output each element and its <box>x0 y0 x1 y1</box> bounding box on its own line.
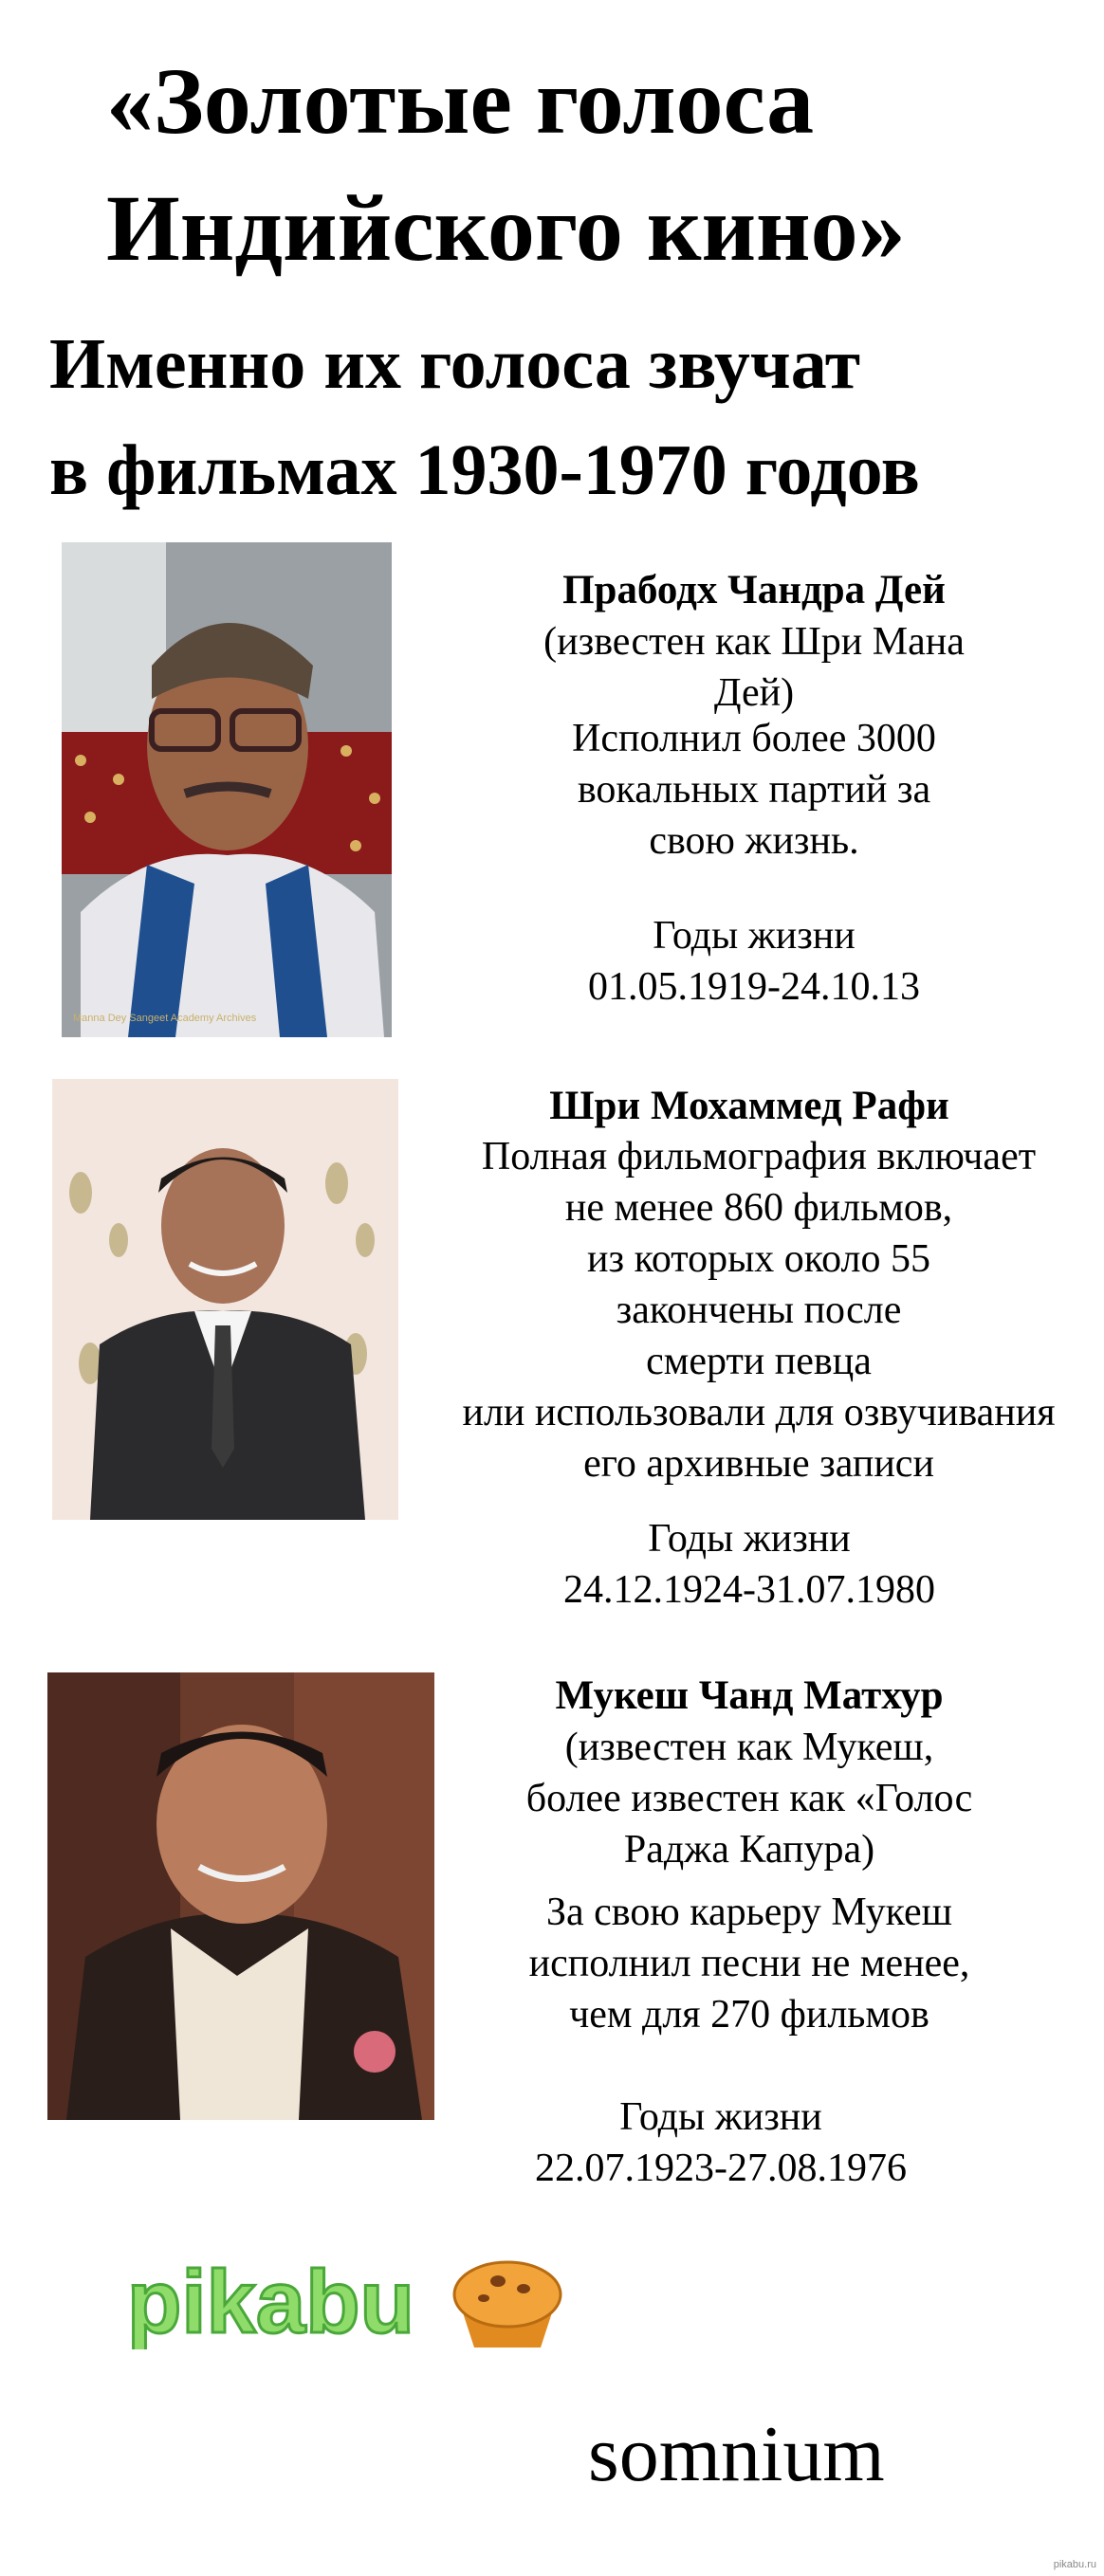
singer-2-description: Полная фильмография включает не менее 860 фильмов, из которых около 55 закончены после смерти певца или использовали для озвучивания его архивные записи <box>462 1135 1056 1486</box>
singer-1-alias: (известен как Шри Мана Дей) <box>543 620 965 715</box>
singer-2-years-label: Годы жизни <box>648 1517 851 1561</box>
singer-3-years: 22.07.1923-27.08.1976 <box>535 2147 907 2190</box>
photo-caption: Manna Dey Sangeet Academy Archives <box>73 1013 257 1024</box>
signature: somnium <box>588 2410 885 2498</box>
muffin-icon <box>454 2262 561 2348</box>
singer-3-description: За свою карьеру Мукеш исполнил песни не менее, чем для 270 фильмов <box>528 1891 970 2037</box>
singer-3-years-label: Годы жизни <box>619 2095 822 2139</box>
singer-1-name: Прабодх Чандра Дей <box>562 568 946 612</box>
pikabu-logo <box>123 2255 569 2349</box>
watermark: pikabu.ru <box>1053 2559 1096 2570</box>
logo-text: pikabu <box>127 2255 414 2349</box>
page-title: «Золотые голоса Индийского кино» <box>106 48 906 281</box>
singer-1-photo <box>62 542 392 1037</box>
singer-1-years-label: Годы жизни <box>653 914 856 958</box>
singer-3-alias: (известен как Мукеш, более известен как «Голос Раджа Капура) <box>525 1726 973 1872</box>
page-subtitle: Именно их голоса звучат в фильмах 1930-1970 годов <box>49 324 920 510</box>
singer-2-name: Шри Мохаммед Рафи <box>549 1084 949 1128</box>
singer-3-name: Мукеш Чанд Матхур <box>555 1673 944 1718</box>
singer-2-years: 24.12.1924-31.07.1980 <box>563 1568 935 1612</box>
singer-2-photo <box>52 1079 398 1520</box>
singer-1-description: Исполнил более 3000 вокальных партий за свою жизнь. <box>572 717 936 863</box>
singer-3-photo <box>47 1672 434 2120</box>
singer-1-years: 01.05.1919-24.10.13 <box>588 965 920 1009</box>
